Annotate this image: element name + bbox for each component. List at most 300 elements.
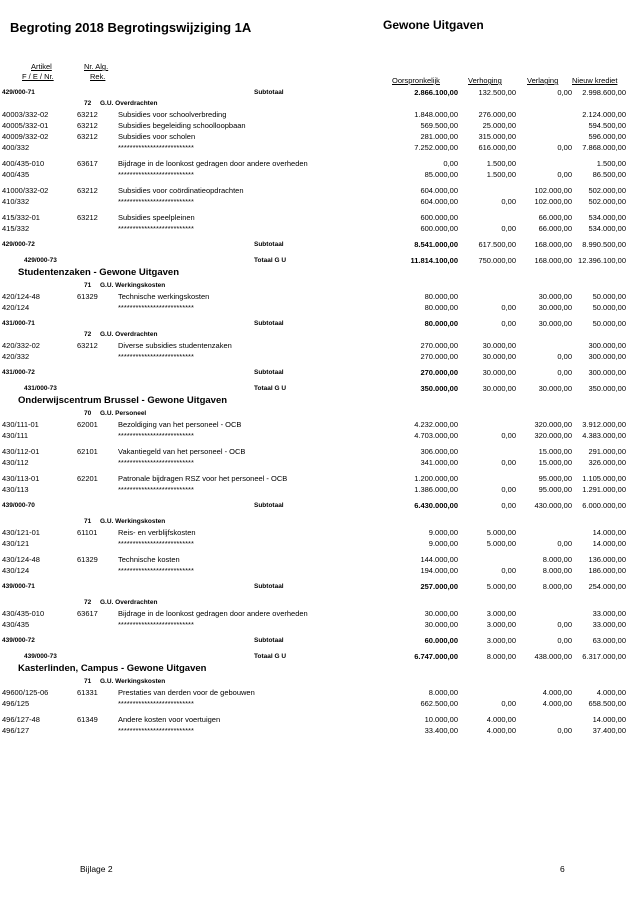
cell-artikel: 49600/125-06 xyxy=(2,688,49,697)
cell-oorspronkelijk: 10.000,00 xyxy=(424,715,458,724)
cell-verhoging: 276.000,00 xyxy=(478,110,516,119)
cell-oorspronkelijk: 600.000,00 xyxy=(420,224,458,233)
section-title: Onderwijscentrum Brussel - Gewone Uitgaven xyxy=(18,395,228,406)
cell-total-label: Subtotaal xyxy=(254,502,284,509)
cell-verlaging: 8.000,00 xyxy=(542,582,572,591)
cell-verhoging: 315.000,00 xyxy=(478,132,516,141)
cell-artikel: 430/111 xyxy=(2,431,28,440)
cell-omschrijving: Subsidies voor schoolverbreding xyxy=(118,110,227,119)
cell-artikel: 431/000-72 xyxy=(2,369,35,376)
cell-rekening: 61331 xyxy=(77,688,98,697)
subtotal-row xyxy=(0,635,638,646)
cell-verhoging: 30.000,00 xyxy=(482,341,516,350)
cell-rekening: 62101 xyxy=(77,447,98,456)
cell-verhoging: 0,00 xyxy=(501,197,516,206)
col-verhoging: Verhoging xyxy=(468,76,502,85)
cell-nieuw-krediet: 291.000,00 xyxy=(588,447,626,456)
cell-oorspronkelijk: 1.386.000,00 xyxy=(414,485,458,494)
cell-rekening: 72 xyxy=(84,100,92,107)
cell-artikel: 430/121 xyxy=(2,539,30,548)
cell-oorspronkelijk: 194.000,00 xyxy=(420,566,458,575)
table-row xyxy=(0,714,638,725)
cell-oorspronkelijk: 0,00 xyxy=(443,159,458,168)
cell-omschrijving: Technische werkingskosten xyxy=(118,292,210,301)
cell-artikel: 430/435 xyxy=(2,620,30,629)
col-rek: Rek. xyxy=(90,72,106,81)
cell-artikel: 496/125 xyxy=(2,699,30,708)
cell-artikel: 439/000-71 xyxy=(2,583,35,590)
cell-nieuw-krediet: 50.000,00 xyxy=(592,292,626,301)
cell-artikel: 40005/332-01 xyxy=(2,121,49,130)
cell-artikel: 430/112 xyxy=(2,458,29,467)
cell-oorspronkelijk: 6.430.000,00 xyxy=(414,501,458,510)
table-row xyxy=(0,457,638,468)
group-heading-row xyxy=(0,408,638,419)
cell-omschrijving: ************************** xyxy=(118,699,194,708)
cell-artikel: 400/435 xyxy=(2,170,30,179)
cell-oorspronkelijk: 8.000,00 xyxy=(428,688,458,697)
cell-artikel: 439/000-73 xyxy=(24,653,57,660)
cell-nieuw-krediet: 6.317.000,00 xyxy=(582,652,626,661)
cell-total-label: Totaal G U xyxy=(254,653,287,660)
cell-oorspronkelijk: 270.000,00 xyxy=(420,368,458,377)
cell-nieuw-krediet: 2.124.000,00 xyxy=(582,110,626,119)
cell-oorspronkelijk: 306.000,00 xyxy=(420,447,458,456)
cell-artikel: 439/000-72 xyxy=(2,637,35,644)
cell-nieuw-krediet: 594.500,00 xyxy=(588,121,626,130)
table-row xyxy=(0,169,638,180)
cell-artikel: 400/435-010 xyxy=(2,159,45,168)
table-row xyxy=(0,554,638,565)
cell-verlaging: 102.000,00 xyxy=(534,197,572,206)
cell-artikel: 430/112-01 xyxy=(2,447,40,456)
cell-omschrijving: Prestaties van derden voor de gebouwen xyxy=(118,688,255,697)
cell-artikel: 420/124 xyxy=(2,303,30,312)
cell-verhoging: 1.500,00 xyxy=(486,170,516,179)
cell-verlaging: 0,00 xyxy=(557,143,572,152)
cell-artikel: 400/332 xyxy=(2,143,30,152)
cell-total-label: Subtotaal xyxy=(254,637,284,644)
table-row xyxy=(0,419,638,430)
cell-artikel: 410/332 xyxy=(2,197,30,206)
cell-verlaging: 66.000,00 xyxy=(538,213,572,222)
document-title: Begroting 2018 Begrotingswijziging 1A xyxy=(10,20,252,35)
cell-verhoging: 4.000,00 xyxy=(486,715,516,724)
cell-nieuw-krediet: 33.000,00 xyxy=(592,620,626,629)
cell-omschrijving: ************************** xyxy=(118,458,194,467)
cell-nieuw-krediet: 300.000,00 xyxy=(588,341,626,350)
cell-oorspronkelijk: 1.200.000,00 xyxy=(414,474,458,483)
cell-nieuw-krediet: 254.000,00 xyxy=(588,582,626,591)
cell-artikel: 40003/332-02 xyxy=(2,110,49,119)
cell-oorspronkelijk: 569.500,00 xyxy=(420,121,458,130)
cell-total-label: Subtotaal xyxy=(254,241,284,248)
cell-oorspronkelijk: 350.000,00 xyxy=(420,384,458,393)
table-row xyxy=(0,302,638,313)
section-heading xyxy=(0,266,638,280)
cell-artikel: 40009/332-02 xyxy=(2,132,49,141)
table-row xyxy=(0,473,638,484)
cell-verlaging: 4.000,00 xyxy=(542,699,572,708)
cell-verhoging: 0,00 xyxy=(501,501,516,510)
cell-artikel: 415/332-01 xyxy=(2,213,40,222)
cell-nieuw-krediet: 186.000,00 xyxy=(588,566,626,575)
cell-oorspronkelijk: 85.000,00 xyxy=(424,170,458,179)
cell-rekening: 72 xyxy=(84,599,92,606)
cell-verlaging: 168.000,00 xyxy=(534,240,572,249)
cell-verlaging: 8.000,00 xyxy=(542,555,572,564)
cell-oorspronkelijk: 80.000,00 xyxy=(424,319,458,328)
cell-omschrijving: ************************** xyxy=(118,485,194,494)
cell-omschrijving: ************************** xyxy=(118,224,194,233)
cell-artikel: 431/000-71 xyxy=(2,320,35,327)
table-row xyxy=(0,212,638,223)
table-row xyxy=(0,351,638,362)
cell-verlaging: 320.000,00 xyxy=(534,420,572,429)
cell-verhoging: 3.000,00 xyxy=(486,609,516,618)
cell-omschrijving: ************************** xyxy=(118,726,194,735)
cell-nieuw-krediet: 1.105.000,00 xyxy=(582,474,626,483)
cell-omschrijving: Diverse subsidies studentenzaken xyxy=(118,341,232,350)
cell-verlaging: 0,00 xyxy=(557,88,572,97)
cell-rekening: 70 xyxy=(84,410,92,417)
cell-rekening: 72 xyxy=(84,331,92,338)
cell-verhoging: 0,00 xyxy=(501,224,516,233)
cell-artikel: 429/000-72 xyxy=(2,241,35,248)
cell-nieuw-krediet: 4.000,00 xyxy=(596,688,626,697)
cell-omschrijving: G.U. Overdrachten xyxy=(100,331,158,338)
table-row xyxy=(0,196,638,207)
cell-oorspronkelijk: 9.000,00 xyxy=(428,539,458,548)
cell-rekening: 63617 xyxy=(77,609,98,618)
cell-rekening: 62201 xyxy=(77,474,98,483)
subtotal-row xyxy=(0,367,638,378)
cell-omschrijving: Bezoldiging van het personeel - OCB xyxy=(118,420,242,429)
cell-verhoging: 1.500,00 xyxy=(486,159,516,168)
cell-artikel: 41000/332-02 xyxy=(2,186,49,195)
cell-rekening: 63212 xyxy=(77,110,98,119)
cell-nieuw-krediet: 300.000,00 xyxy=(588,352,626,361)
cell-omschrijving: ************************** xyxy=(118,431,194,440)
cell-rekening: 71 xyxy=(84,678,92,685)
group-heading-row xyxy=(0,516,638,527)
cell-oorspronkelijk: 8.541.000,00 xyxy=(414,240,458,249)
cell-nieuw-krediet: 596.000,00 xyxy=(588,132,626,141)
col-nralg: Nr. Alg. xyxy=(84,62,109,71)
cell-oorspronkelijk: 30.000,00 xyxy=(424,609,458,618)
cell-nieuw-krediet: 3.912.000,00 xyxy=(582,420,626,429)
subtotal-row xyxy=(0,581,638,592)
cell-nieuw-krediet: 50.000,00 xyxy=(592,319,626,328)
col-artikel: Artikel xyxy=(31,62,52,71)
table-row xyxy=(0,109,638,120)
cell-nieuw-krediet: 12.396.100,00 xyxy=(578,256,626,265)
cell-verhoging: 8.000,00 xyxy=(486,652,516,661)
cell-verlaging: 95.000,00 xyxy=(538,474,572,483)
cell-total-label: Subtotaal xyxy=(254,320,284,327)
cell-omschrijving: G.U. Werkingskosten xyxy=(100,282,166,289)
cell-verhoging: 25.000,00 xyxy=(482,121,516,130)
cell-nieuw-krediet: 136.000,00 xyxy=(588,555,626,564)
cell-artikel: 430/113-01 xyxy=(2,474,40,483)
cell-verlaging: 15.000,00 xyxy=(538,458,572,467)
subtotal-row xyxy=(0,87,638,98)
cell-nieuw-krediet: 502.000,00 xyxy=(588,197,626,206)
cell-artikel: 429/000-73 xyxy=(24,257,57,264)
cell-total-label: Subtotaal xyxy=(254,583,284,590)
cell-verlaging: 0,00 xyxy=(557,726,572,735)
cell-verhoging: 0,00 xyxy=(501,699,516,708)
cell-oorspronkelijk: 2.866.100,00 xyxy=(414,88,458,97)
footer-annex: Bijlage 2 xyxy=(80,864,113,874)
cell-omschrijving: ************************** xyxy=(118,197,194,206)
section-title: Studentenzaken - Gewone Uitgaven xyxy=(18,267,179,278)
cell-verlaging: 30.000,00 xyxy=(538,303,572,312)
cell-oorspronkelijk: 6.747.000,00 xyxy=(414,652,458,661)
cell-nieuw-krediet: 50.000,00 xyxy=(592,303,626,312)
cell-oorspronkelijk: 600.000,00 xyxy=(420,213,458,222)
cell-artikel: 430/113 xyxy=(2,485,29,494)
cell-total-label: Totaal G U xyxy=(254,257,287,264)
cell-nieuw-krediet: 534.000,00 xyxy=(588,224,626,233)
cell-rekening: 61101 xyxy=(77,528,98,537)
cell-omschrijving: ************************** xyxy=(118,539,194,548)
cell-total-label: Subtotaal xyxy=(254,369,284,376)
cell-omschrijving: G.U. Werkingskosten xyxy=(100,678,166,685)
cell-oorspronkelijk: 144.000,00 xyxy=(420,555,458,564)
total-row xyxy=(0,383,638,394)
cell-artikel: 415/332 xyxy=(2,224,30,233)
table-row xyxy=(0,430,638,441)
cell-verhoging: 5.000,00 xyxy=(486,528,516,537)
table-row xyxy=(0,619,638,630)
cell-verhoging: 5.000,00 xyxy=(486,582,516,591)
col-oorspronkelijk: Oorspronkelijk xyxy=(392,76,440,85)
subtotal-row xyxy=(0,318,638,329)
cell-artikel: 430/124 xyxy=(2,566,30,575)
cell-nieuw-krediet: 1.500,00 xyxy=(596,159,626,168)
cell-rekening: 63212 xyxy=(77,186,98,195)
cell-rekening: 63212 xyxy=(77,213,98,222)
table-row xyxy=(0,484,638,495)
cell-nieuw-krediet: 86.500,00 xyxy=(592,170,626,179)
cell-verlaging: 95.000,00 xyxy=(538,485,572,494)
cell-rekening: 63212 xyxy=(77,341,98,350)
section-heading xyxy=(0,394,638,408)
cell-oorspronkelijk: 257.000,00 xyxy=(420,582,458,591)
cell-nieuw-krediet: 658.500,00 xyxy=(588,699,626,708)
cell-nieuw-krediet: 300.000,00 xyxy=(588,368,626,377)
cell-omschrijving: Bijdrage in de loonkost gedragen door andere overheden xyxy=(118,159,308,168)
cell-verlaging: 66.000,00 xyxy=(538,224,572,233)
cell-artikel: 430/124-48 xyxy=(2,555,40,564)
cell-verhoging: 30.000,00 xyxy=(482,368,516,377)
document-section-title: Gewone Uitgaven xyxy=(383,18,484,32)
table-row xyxy=(0,608,638,619)
group-heading-row xyxy=(0,676,638,687)
cell-nieuw-krediet: 63.000,00 xyxy=(592,636,626,645)
cell-omschrijving: Technische kosten xyxy=(118,555,180,564)
cell-artikel: 430/121-01 xyxy=(2,528,40,537)
cell-verhoging: 0,00 xyxy=(501,431,516,440)
cell-nieuw-krediet: 8.990.500,00 xyxy=(582,240,626,249)
cell-omschrijving: Reis- en verblijfskosten xyxy=(118,528,196,537)
section-title: Kasterlinden, Campus - Gewone Uitgaven xyxy=(18,663,207,674)
cell-rekening: 71 xyxy=(84,282,92,289)
cell-oorspronkelijk: 270.000,00 xyxy=(420,341,458,350)
cell-nieuw-krediet: 14.000,00 xyxy=(592,528,626,537)
cell-nieuw-krediet: 7.868.000,00 xyxy=(582,143,626,152)
cell-verhoging: 3.000,00 xyxy=(486,636,516,645)
table-row xyxy=(0,565,638,576)
cell-verlaging: 0,00 xyxy=(557,620,572,629)
cell-rekening: 61349 xyxy=(77,715,98,724)
cell-verlaging: 0,00 xyxy=(557,636,572,645)
table-row xyxy=(0,131,638,142)
cell-rekening: 61329 xyxy=(77,292,98,301)
cell-omschrijving: Vakantiegeld van het personeel - OCB xyxy=(118,447,246,456)
cell-artikel: 429/000-71 xyxy=(2,89,35,96)
total-row xyxy=(0,255,638,266)
cell-oorspronkelijk: 4.703.000,00 xyxy=(414,431,458,440)
col-fen: F / E / Nr. xyxy=(22,72,54,81)
cell-omschrijving: G.U. Personeel xyxy=(100,410,147,417)
page-number: 6 xyxy=(560,864,565,874)
cell-oorspronkelijk: 80.000,00 xyxy=(424,292,458,301)
cell-verlaging: 430.000,00 xyxy=(534,501,572,510)
section-heading xyxy=(0,662,638,676)
table-row xyxy=(0,291,638,302)
cell-rekening: 62001 xyxy=(77,420,98,429)
cell-artikel: 496/127 xyxy=(2,726,30,735)
cell-artikel: 496/127-48 xyxy=(2,715,40,724)
cell-oorspronkelijk: 604.000,00 xyxy=(420,186,458,195)
table-row xyxy=(0,223,638,234)
budget-table xyxy=(0,87,638,736)
total-row xyxy=(0,651,638,662)
table-row xyxy=(0,158,638,169)
cell-artikel: 420/124-48 xyxy=(2,292,40,301)
cell-verlaging: 0,00 xyxy=(557,368,572,377)
group-heading-row xyxy=(0,280,638,291)
cell-artikel: 430/111-01 xyxy=(2,420,39,429)
cell-omschrijving: Patronale bijdragen RSZ voor het personeel - OCB xyxy=(118,474,288,483)
cell-nieuw-krediet: 326.000,00 xyxy=(588,458,626,467)
cell-verhoging: 0,00 xyxy=(501,566,516,575)
cell-verlaging: 0,00 xyxy=(557,352,572,361)
cell-oorspronkelijk: 7.252.000,00 xyxy=(414,143,458,152)
cell-verhoging: 4.000,00 xyxy=(486,726,516,735)
cell-verlaging: 102.000,00 xyxy=(534,186,572,195)
cell-verhoging: 617.500,00 xyxy=(478,240,516,249)
cell-rekening: 63212 xyxy=(77,121,98,130)
cell-omschrijving: ************************** xyxy=(118,303,194,312)
cell-total-label: Totaal G U xyxy=(254,385,287,392)
cell-nieuw-krediet: 350.000,00 xyxy=(588,384,626,393)
cell-rekening: 63617 xyxy=(77,159,98,168)
cell-nieuw-krediet: 4.383.000,00 xyxy=(582,431,626,440)
cell-omschrijving: ************************** xyxy=(118,143,194,152)
cell-oorspronkelijk: 60.000,00 xyxy=(424,636,458,645)
cell-verhoging: 750.000,00 xyxy=(478,256,516,265)
cell-oorspronkelijk: 662.500,00 xyxy=(420,699,458,708)
cell-oorspronkelijk: 341.000,00 xyxy=(420,458,458,467)
cell-verhoging: 0,00 xyxy=(501,485,516,494)
cell-omschrijving: G.U. Overdrachten xyxy=(100,100,158,107)
cell-omschrijving: Subsidies begeleiding schoolloopbaan xyxy=(118,121,246,130)
cell-verhoging: 132.500,00 xyxy=(478,88,516,97)
cell-omschrijving: ************************** xyxy=(118,170,194,179)
table-row xyxy=(0,538,638,549)
cell-oorspronkelijk: 9.000,00 xyxy=(428,528,458,537)
cell-oorspronkelijk: 30.000,00 xyxy=(424,620,458,629)
table-row xyxy=(0,185,638,196)
col-nieuw-krediet: Nieuw krediet xyxy=(572,76,618,85)
cell-verhoging: 30.000,00 xyxy=(482,384,516,393)
cell-artikel: 420/332-02 xyxy=(2,341,40,350)
cell-nieuw-krediet: 37.400,00 xyxy=(592,726,626,735)
table-row xyxy=(0,698,638,709)
cell-verlaging: 0,00 xyxy=(557,539,572,548)
cell-omschrijving: ************************** xyxy=(118,620,194,629)
col-verlaging: Verlaging xyxy=(527,76,559,85)
cell-rekening: 61329 xyxy=(77,555,98,564)
cell-nieuw-krediet: 534.000,00 xyxy=(588,213,626,222)
cell-rekening: 63212 xyxy=(77,132,98,141)
cell-verlaging: 438.000,00 xyxy=(534,652,572,661)
group-heading-row xyxy=(0,597,638,608)
cell-verhoging: 0,00 xyxy=(501,458,516,467)
cell-verhoging: 3.000,00 xyxy=(486,620,516,629)
table-row xyxy=(0,340,638,351)
cell-oorspronkelijk: 4.232.000,00 xyxy=(414,420,458,429)
cell-nieuw-krediet: 33.000,00 xyxy=(592,609,626,618)
cell-nieuw-krediet: 1.291.000,00 xyxy=(582,485,626,494)
cell-artikel: 431/000-73 xyxy=(24,385,57,392)
cell-verlaging: 15.000,00 xyxy=(538,447,572,456)
table-row xyxy=(0,142,638,153)
cell-oorspronkelijk: 281.000,00 xyxy=(420,132,458,141)
cell-verlaging: 30.000,00 xyxy=(538,384,572,393)
cell-verhoging: 0,00 xyxy=(501,319,516,328)
cell-verhoging: 30.000,00 xyxy=(482,352,516,361)
cell-verhoging: 0,00 xyxy=(501,303,516,312)
cell-verlaging: 30.000,00 xyxy=(538,319,572,328)
cell-verlaging: 8.000,00 xyxy=(542,566,572,575)
cell-verlaging: 0,00 xyxy=(557,170,572,179)
cell-omschrijving: ************************** xyxy=(118,566,194,575)
cell-nieuw-krediet: 6.000.000,00 xyxy=(582,501,626,510)
cell-omschrijving: G.U. Werkingskosten xyxy=(100,518,166,525)
cell-nieuw-krediet: 14.000,00 xyxy=(592,539,626,548)
cell-oorspronkelijk: 33.400,00 xyxy=(424,726,458,735)
cell-omschrijving: Subsidies voor coördinatieopdrachten xyxy=(118,186,244,195)
cell-rekening: 71 xyxy=(84,518,92,525)
subtotal-row xyxy=(0,239,638,250)
cell-omschrijving: ************************** xyxy=(118,352,194,361)
cell-oorspronkelijk: 604.000,00 xyxy=(420,197,458,206)
cell-total-label: Subtotaal xyxy=(254,89,284,96)
cell-omschrijving: Bijdrage in de loonkost gedragen door andere overheden xyxy=(118,609,308,618)
cell-verlaging: 30.000,00 xyxy=(538,292,572,301)
cell-oorspronkelijk: 270.000,00 xyxy=(420,352,458,361)
group-heading-row xyxy=(0,329,638,340)
table-row xyxy=(0,687,638,698)
cell-artikel: 430/435-010 xyxy=(2,609,45,618)
cell-oorspronkelijk: 80.000,00 xyxy=(424,303,458,312)
table-row xyxy=(0,446,638,457)
cell-omschrijving: Andere kosten voor voertuigen xyxy=(118,715,221,724)
